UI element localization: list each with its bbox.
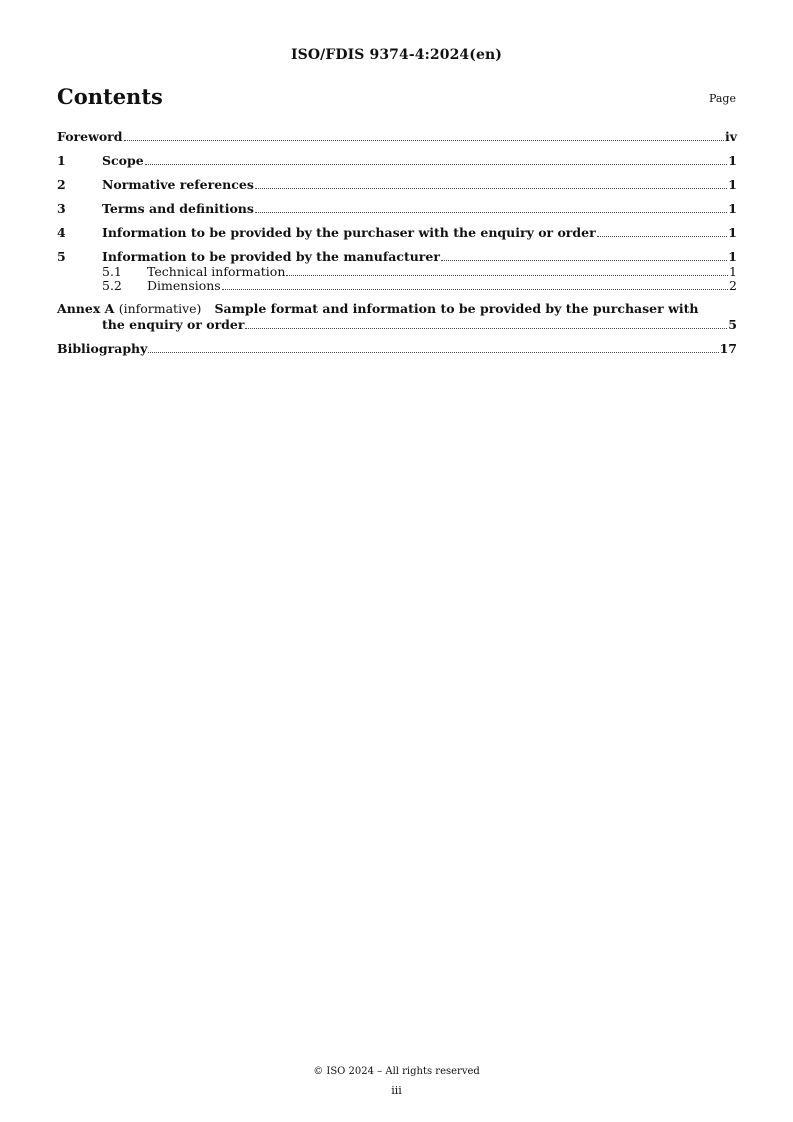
toc-title: Technical information <box>147 264 286 279</box>
annex-title-line1: Sample format and information to be provided by the purchaser with <box>214 301 699 316</box>
toc-title: Bibliography <box>57 341 148 356</box>
dot-leader <box>124 140 724 141</box>
dot-leader <box>597 236 728 237</box>
toc-page: 1 <box>728 201 737 216</box>
toc-entry-bibliography[interactable] <box>57 341 737 357</box>
toc-title: Information to be provided by the manufacturer <box>102 249 440 264</box>
dot-leader <box>255 188 727 189</box>
toc-page: iv <box>724 129 737 144</box>
annex-title-line2: the enquiry or order <box>102 317 245 332</box>
toc-entry-annex-a[interactable] <box>57 301 737 333</box>
page-column-label: Page <box>708 92 736 105</box>
toc-title: Foreword <box>57 129 123 144</box>
dot-leader <box>286 275 728 276</box>
toc-title: Information to be provided by the purchaser with the enquiry or order <box>102 225 596 240</box>
dot-leader <box>441 260 727 261</box>
toc-title: Normative references <box>102 177 254 192</box>
toc-entry-foreword[interactable] <box>57 129 737 145</box>
dot-leader <box>148 352 718 353</box>
toc-page: 1 <box>729 264 737 279</box>
toc-entry-dimensions[interactable] <box>57 279 737 293</box>
toc-page: 1 <box>728 177 737 192</box>
toc-title: Terms and definitions <box>102 201 254 216</box>
toc-page: 1 <box>728 225 737 240</box>
dot-leader <box>145 164 728 165</box>
dot-leader <box>245 328 727 329</box>
dot-leader <box>255 212 727 213</box>
toc-number: 5 <box>57 249 66 264</box>
copyright-notice: © ISO 2024 – All rights reserved <box>313 1066 480 1077</box>
toc-number: 4 <box>57 225 66 240</box>
toc-entry-manufacturer-information[interactable] <box>57 249 737 265</box>
toc-page: 5 <box>728 317 737 332</box>
toc-number: 2 <box>57 177 66 192</box>
toc-page: 17 <box>719 341 737 356</box>
page-number: iii <box>391 1084 402 1097</box>
dot-leader <box>222 289 728 290</box>
toc-entry-purchaser-information[interactable] <box>57 225 737 241</box>
toc-number: 1 <box>57 153 66 168</box>
toc-entry-normative-references[interactable] <box>57 177 737 193</box>
toc-entry-technical-information[interactable] <box>57 265 737 279</box>
toc-entry-terms-and-definitions[interactable] <box>57 201 737 217</box>
toc-title: Dimensions <box>147 278 221 293</box>
document-identifier: ISO/FDIS 9374-4:2024(en) <box>291 47 502 63</box>
toc-number: 3 <box>57 201 66 216</box>
toc-number: 5.2 <box>102 278 122 293</box>
annex-label: Annex A <box>57 301 115 316</box>
toc-entry-scope[interactable] <box>57 153 737 169</box>
toc-title: Scope <box>102 153 144 168</box>
annex-type: (informative) <box>118 301 202 316</box>
contents-heading: Contents <box>57 84 163 109</box>
table-of-contents <box>57 129 737 357</box>
toc-number: 5.1 <box>102 264 122 279</box>
toc-page: 1 <box>728 249 737 264</box>
toc-page: 1 <box>728 153 737 168</box>
toc-page: 2 <box>729 278 737 293</box>
